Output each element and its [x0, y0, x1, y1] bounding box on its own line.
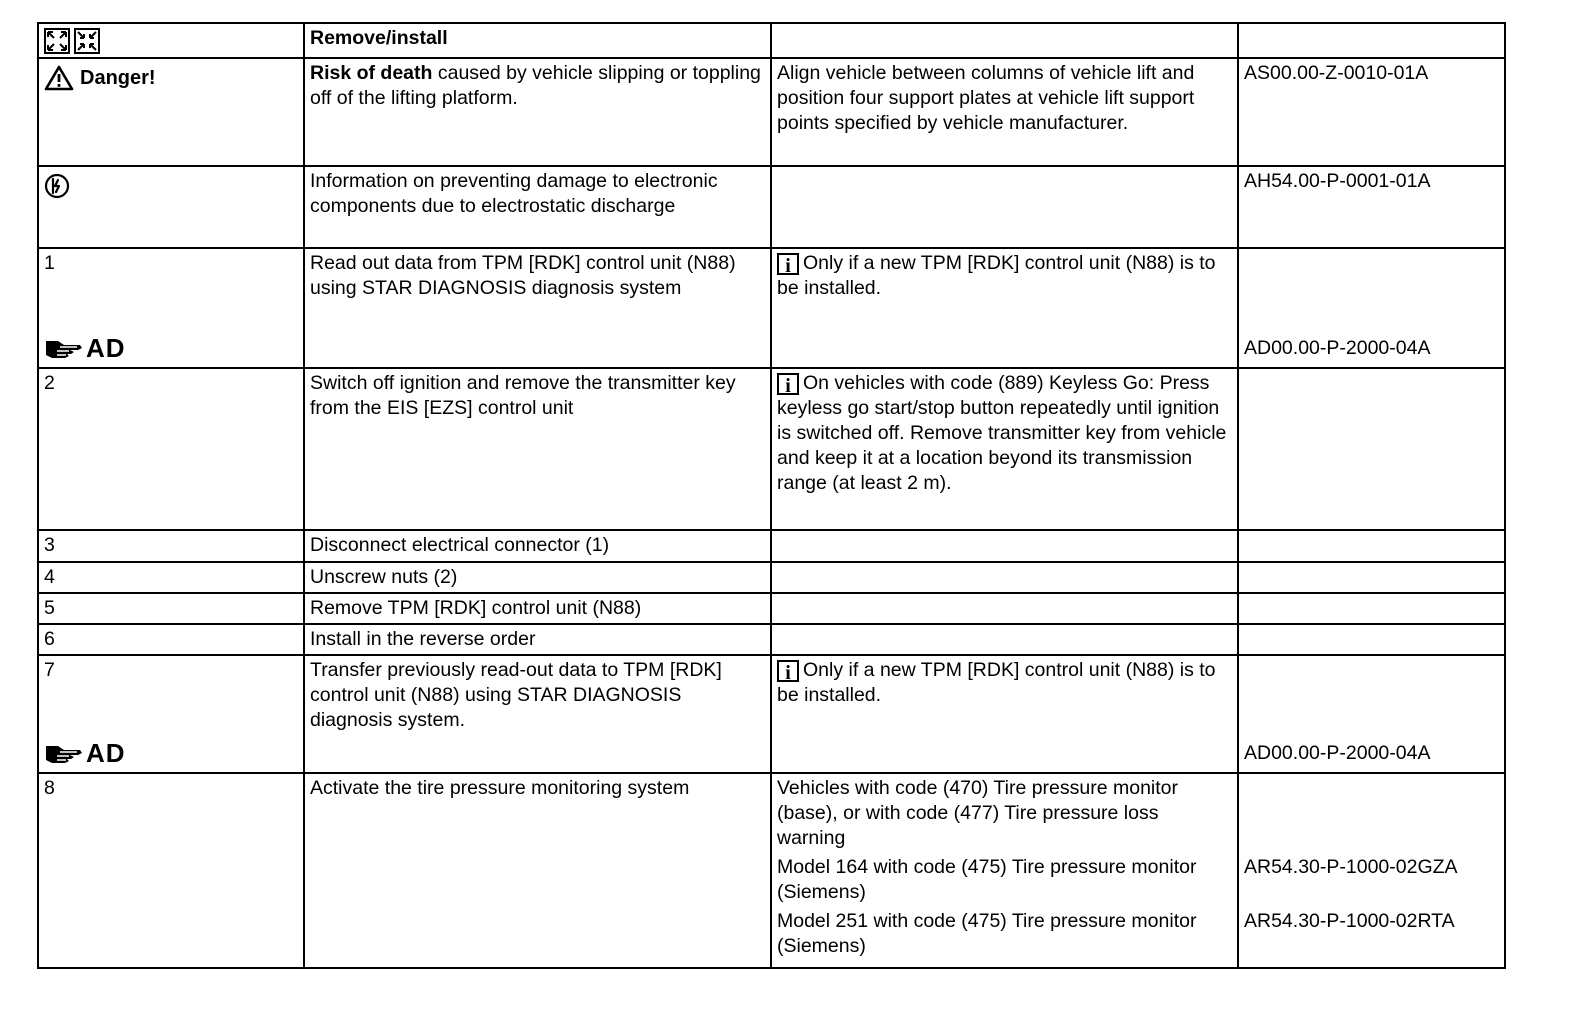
step-text: Read out data from TPM [RDK] control unit (N88) using STAR DIAGNOSIS diagnosis system — [304, 248, 771, 368]
table-row — [38, 530, 1505, 562]
doc-ref: AR54.30-P-1000-02GZA — [1244, 856, 1458, 878]
risk-label: Risk of death — [310, 62, 433, 84]
pointing-hand-icon — [44, 742, 84, 766]
doc-ref: AD00.00-P-2000-04A — [1244, 337, 1431, 359]
step-note: Vehicles with code (470) Tire pressure monitor (base), or with code (477) Tire pressure loss warning — [777, 777, 1179, 849]
doc-ref: AH54.00-P-0001-01A — [1238, 166, 1505, 248]
header-title: Remove/install — [304, 23, 771, 58]
table-row — [38, 562, 1505, 593]
warning-triangle-icon — [44, 65, 74, 91]
step-number: 3 — [38, 530, 304, 562]
step-text: Disconnect electrical connector (1) — [304, 530, 771, 562]
step-number: 7 — [44, 659, 55, 681]
doc-ref: AR54.30-P-1000-02RTA — [1244, 910, 1455, 932]
table-row — [38, 655, 1505, 773]
info-icon: i — [777, 373, 799, 395]
esd-text: Information on preventing damage to electronic components due to electrostatic discharge — [304, 166, 771, 248]
expand-arrows-icon — [44, 28, 70, 54]
ad-label: AD — [86, 738, 126, 768]
procedure-table — [37, 22, 1506, 969]
esd-warning-icon — [44, 173, 70, 199]
ad-reference — [44, 333, 126, 363]
step-text: Activate the tire pressure monitoring system — [304, 773, 771, 968]
table-row — [38, 773, 1505, 968]
pointing-hand-icon — [44, 337, 84, 361]
doc-ref: AD00.00-P-2000-04A — [1244, 742, 1431, 764]
ad-reference — [44, 738, 126, 768]
danger-label: Danger! — [80, 66, 156, 89]
step-number: 6 — [38, 624, 304, 655]
step-note: Only if a new TPM [RDK] control unit (N88) is to be installed. — [777, 252, 1216, 299]
table-row — [38, 248, 1505, 368]
step-text: Install in the reverse order — [304, 624, 771, 655]
step-text: Transfer previously read-out data to TPM [RDK] control unit (N88) using STAR DIAGNOSIS diagnosis system. — [304, 655, 771, 773]
ad-label: AD — [86, 333, 126, 363]
header-icons-cell — [38, 23, 304, 58]
table-row — [38, 166, 1505, 248]
step-number: 5 — [38, 593, 304, 624]
info-icon: i — [777, 660, 799, 682]
collapse-arrows-icon — [74, 28, 100, 54]
step-text: Switch off ignition and remove the transmitter key from the EIS [EZS] control unit — [304, 368, 771, 530]
table-row — [38, 593, 1505, 624]
risk-text: caused by vehicle slipping or toppling off of the lifting platform. — [310, 62, 761, 109]
step-text: Unscrew nuts (2) — [304, 562, 771, 593]
step-note: On vehicles with code (889) Keyless Go: Press keyless go start/stop button repeatedly until ignition is switched off. Remove transmitter key from vehicle and keep it at a location beyond its transmission range (at least 2 m). — [777, 372, 1227, 494]
step-note: Model 251 with code (475) Tire pressure monitor (Siemens) — [777, 910, 1197, 957]
table-row — [38, 368, 1505, 530]
info-icon: i — [777, 253, 799, 275]
doc-ref: AS00.00-Z-0010-01A — [1238, 58, 1505, 166]
danger-instruction: Align vehicle between columns of vehicle lift and position four support plates at vehicle lift support points specified by vehicle manufacturer. — [771, 58, 1238, 166]
step-number: 4 — [38, 562, 304, 593]
step-text: Remove TPM [RDK] control unit (N88) — [304, 593, 771, 624]
step-number: 8 — [38, 773, 304, 968]
table-row — [38, 624, 1505, 655]
step-number: 2 — [38, 368, 304, 530]
table-row — [38, 58, 1505, 166]
step-note: Only if a new TPM [RDK] control unit (N88) is to be installed. — [777, 659, 1216, 706]
step-note: Model 164 with code (475) Tire pressure monitor (Siemens) — [777, 856, 1197, 903]
step-number: 1 — [44, 252, 55, 274]
table-row — [38, 23, 1505, 58]
